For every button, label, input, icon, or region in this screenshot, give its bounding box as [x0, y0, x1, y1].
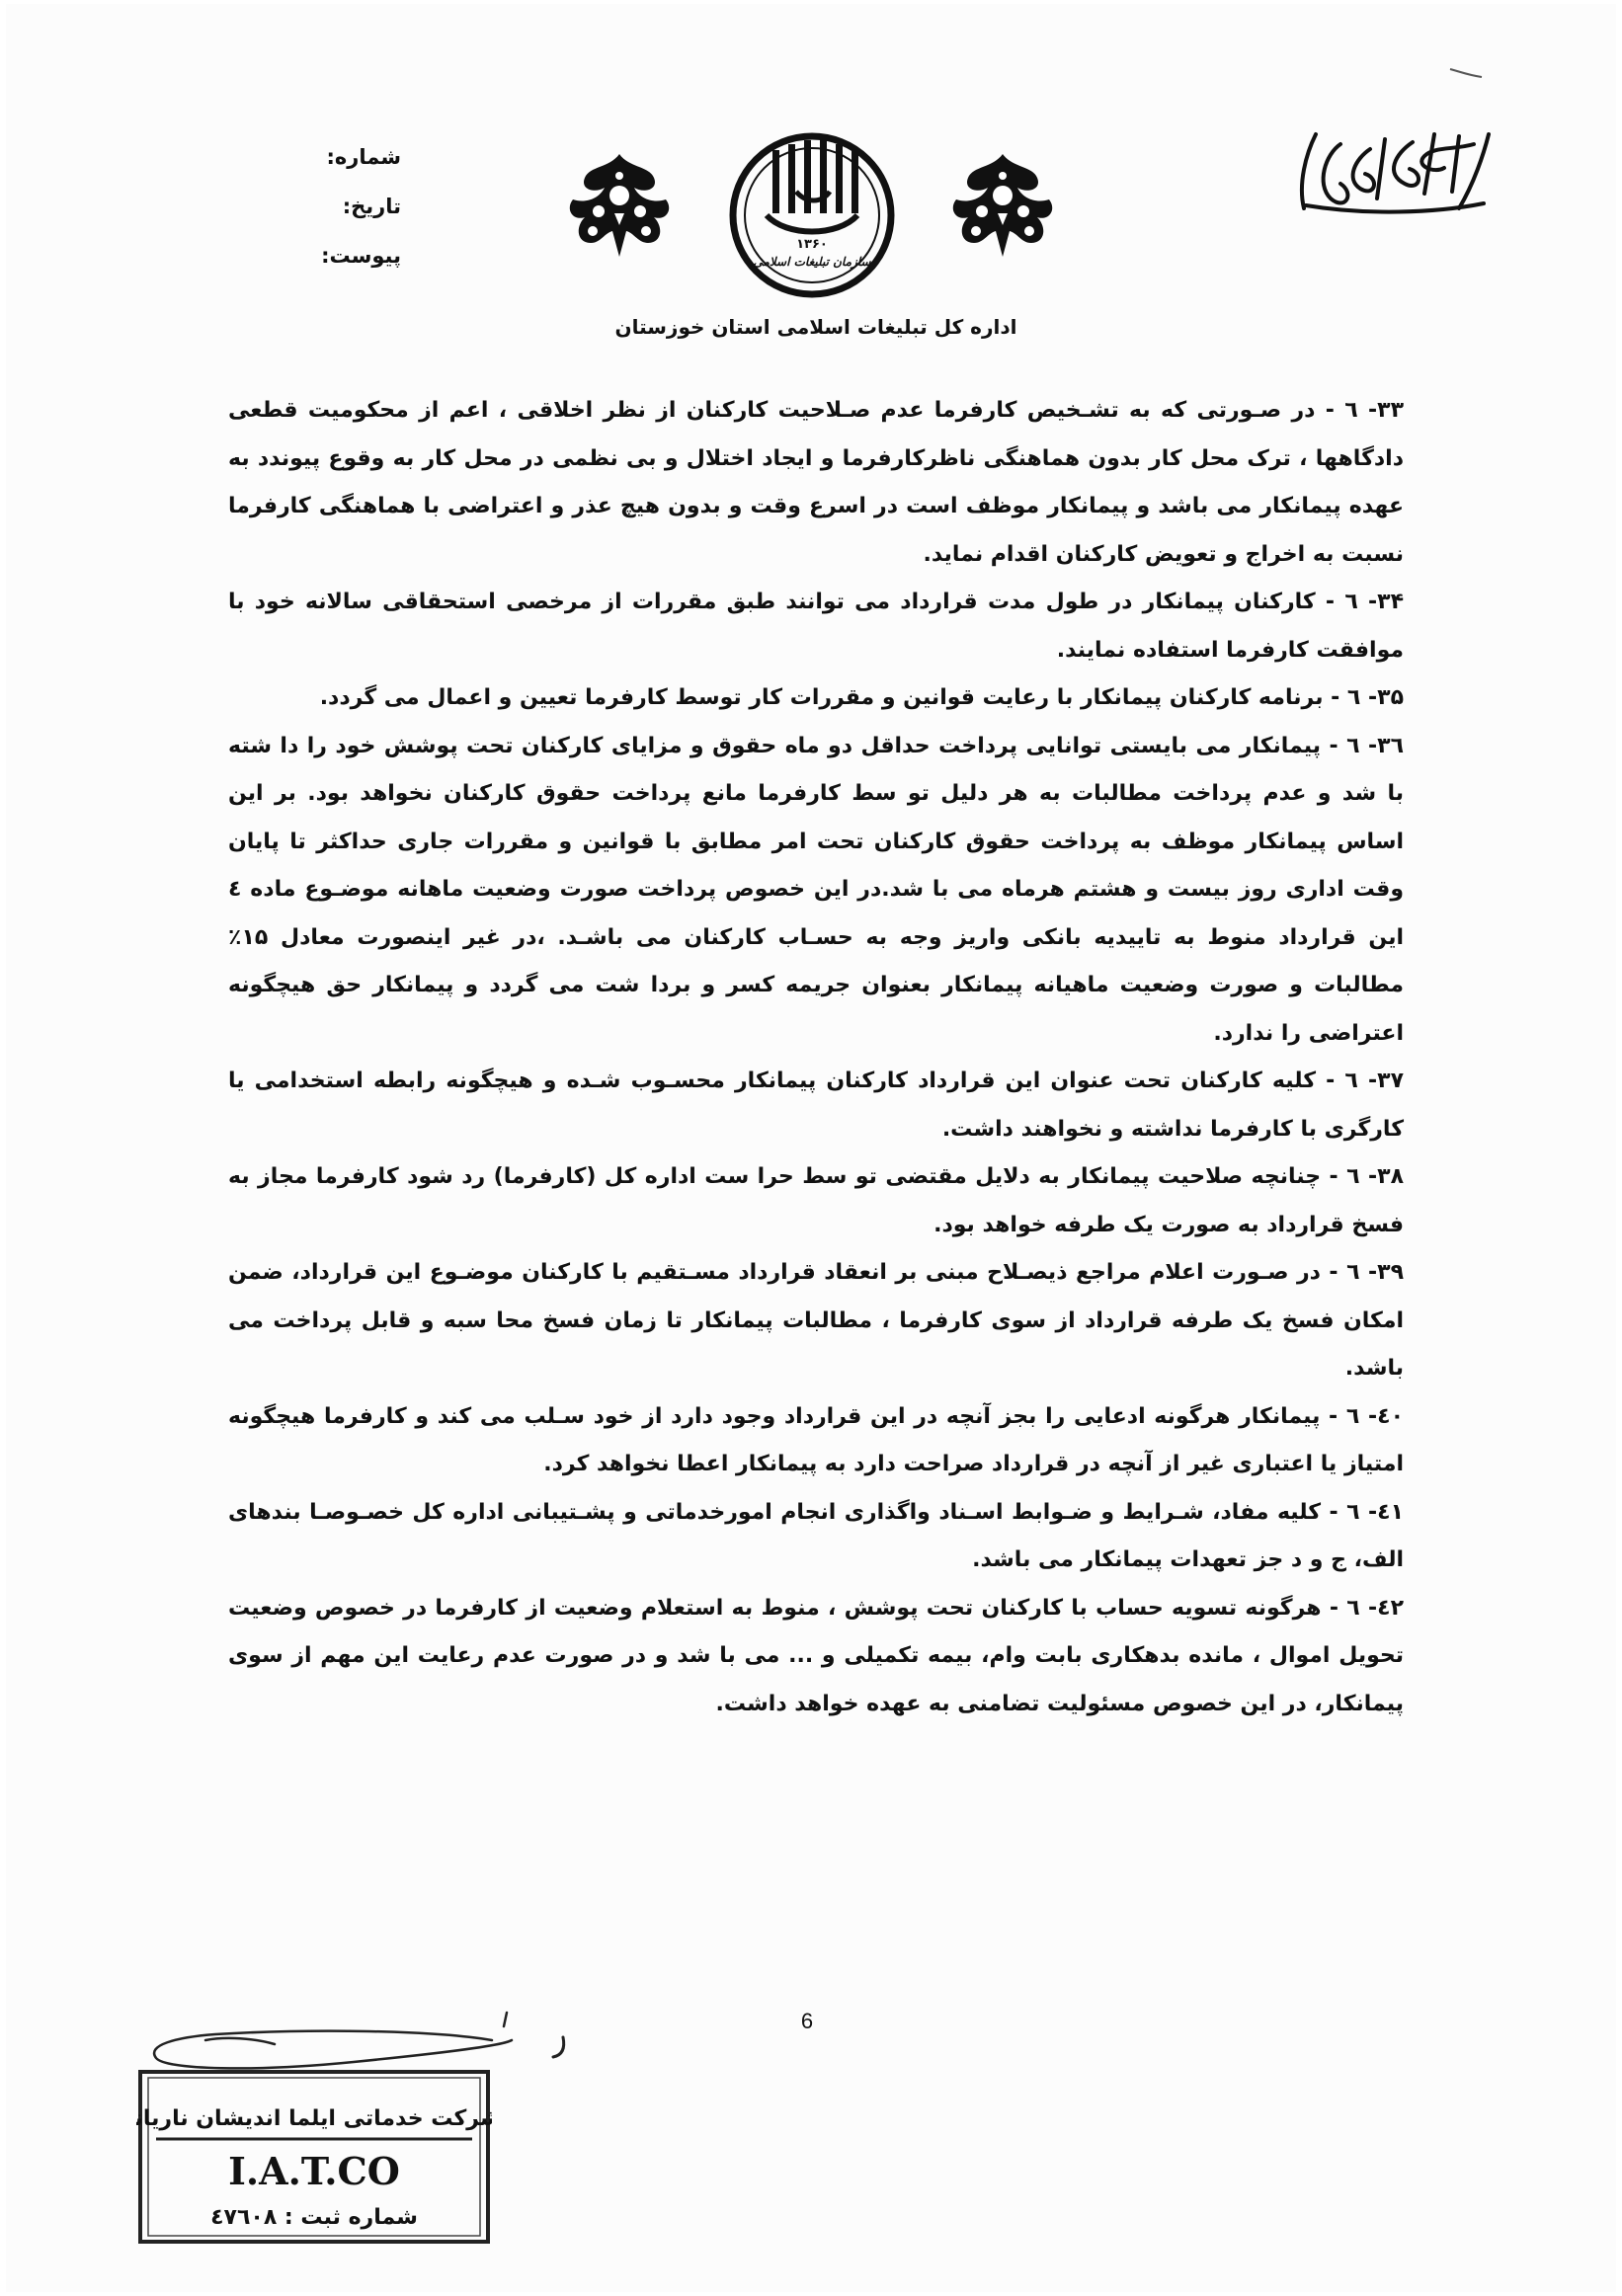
- ornament-left: [555, 148, 684, 263]
- ornament-right: [938, 148, 1067, 263]
- scan-mark: [1448, 63, 1488, 83]
- small-scribble: [547, 2033, 571, 2063]
- clause-35: ۳۵- ٦ - برنامه کارکنان پیمانکار با رعایت قوانین و مقررات کار توسط کارفرما تعیین و اعمال می گردد.: [319, 685, 1404, 710]
- letter-meta: [302, 132, 401, 280]
- company-stamp: [136, 2068, 492, 2246]
- svg-text:شرکت خدماتی ایلما اندیشان ناری: شرکت خدماتی ایلما اندیشان ناریانا: [136, 2106, 492, 2131]
- svg-text:شماره ثبت : ٤٧٦٠٨: شماره ثبت : ٤٧٦٠٨: [210, 2205, 418, 2230]
- bismillah-calligraphy: [1286, 115, 1505, 225]
- organization-emblem: [727, 130, 897, 300]
- contract-clauses: [228, 387, 1404, 1728]
- attachment-label: پیوست:: [321, 244, 401, 268]
- emblem-org-name: سازمان تبلیغات اسلامی: [753, 255, 871, 269]
- clause-42: ٤۲- ٦ - هرگونه تسویه حساب با کارکنان تحت پوشش ، منوط به استعلام وضعیت از کارفرما در خصوص وضعیت تحویل اموال ، مانده بدهکاری بابت وام، بیمه تکمیلی و ... می با شد و در صورت عدم رعایت این مهم از سوی پیمانکار، در این خصوص مسئولیت تضامنی به عهده خواهد داشت.: [228, 1595, 1404, 1716]
- clause-36: ۳٦- ٦ - پیمانکار می بایستی توانایی پرداخت حداقل دو ماه حقوق و مزایای کارکنان تحت پوشش خود را دا شته با شد و عدم پرداخت مطالبات به هر دلیل تو سط کارفرما مانع پرداخت حقوق کارکنان نخواهد بود. بر این اساس پیمانکار موظف به پرداخت حقوق کارکنان تحت امر مطابق با قوانین و مقررات جاری حداکثر تا پایان وقت اداری روز بیست و هشتم هرماه می با شد.در این خصوص پرداخت صورت وضعیت ماهانه موضـوع ماده ٤ این قرارداد منوط به تاییدیه بانکی واریز وجه به حسـاب کارکنان می باشـد. ،در غیر اینصورت معادل ۱۵٪ مطالبات و صورت وضعیت ماهیانه پیمانکار بعنوان جریمه کسر و بردا شت می گردد و پیمانکار حق هیچگونه اعتراضی را ندارد.: [228, 733, 1404, 1046]
- document-page: [6, 4, 1616, 2292]
- emblem-year: ۱۳۶۰: [796, 237, 828, 252]
- clause-41: ٤۱- ٦ - کلیه مفاد، شـرایط و ضـوابط اسـناد واگذاری انجام امورخدماتی و پشـتیبانی اداره کل خصـوصـا بندهای الف، ج و د جز تعهدات پیمانکار می باشد.: [228, 1499, 1404, 1572]
- clause-34: ۳۴- ٦ - کارکنان پیمانکار در طول مدت قرارداد می توانند طبق مقررات از مرخصی استحقاقی سالانه خود با موافقت کارفرما استفاده نمایند.: [228, 590, 1404, 663]
- number-label: شماره:: [326, 145, 401, 169]
- svg-text:I.A.T.CO: I.A.T.CO: [228, 2149, 400, 2193]
- clause-38: ۳۸- ٦ - چنانچه صلاحیت پیمانکار به دلایل مقتضی تو سط حرا ست اداره کل (کارفرما) رد شود کارفرما مجاز به فسخ قرارداد به صورت یک طرفه خواهد بود.: [228, 1164, 1404, 1237]
- clause-33: ۳۳- ٦ - در صـورتی که به تشـخیص کارفرما عدم صـلاحیت کارکنان از نظر اخلاقی ، اعم از محکومیت قطعی دادگاهها ، ترک محل کار بدون هماهنگی ناظرکارفرما و ایجاد اختلال و بی نظمی در محل کار به وقوع پیوندد به عهده پیمانکار می باشد و پیمانکار موظف است در اسرع وقت و بدون هیچ عذر و اعتراضی با هماهنگی کارفرما نسبت به اخراج و تعویض کارکنان اقدام نماید.: [228, 398, 1404, 567]
- date-label: تاریخ:: [342, 195, 401, 218]
- clause-37: ۳۷- ٦ - کلیه کارکنان تحت عنوان این قرارداد کارکنان پیمانکار محسـوب شـده و هیچگونه رابطه استخدامی یا کارگری با کارفرما نداشته و نخواهند داشت.: [228, 1069, 1404, 1142]
- clause-40: ٤۰- ٦ - پیمانکار هرگونه ادعایی را بجز آنچه در این قرارداد وجود دارد از خود سـلب می کند و کارفرما هیچگونه امتیاز یا اعتباری غیر از آنچه در قرارداد صراحت دارد به پیمانکار اعطا نخواهد کرد.: [228, 1403, 1404, 1476]
- clause-39: ۳۹- ٦ - در صـورت اعلام مراجع ذیصـلاح مبنی بر انعقاد قرارداد مسـتقیم با کارکنان موضـوع این قرارداد، ضمن امکان فسخ یک طرفه قرارداد از سوی کارفرما ، مطالبات پیمانکار تا زمان فسخ محا سبه و قابل پرداخت می باشد.: [228, 1260, 1404, 1381]
- org-name-heading: اداره کل تبلیغات اسلامی استان خوزستان: [614, 315, 1017, 339]
- page-number: 6: [800, 2009, 814, 2033]
